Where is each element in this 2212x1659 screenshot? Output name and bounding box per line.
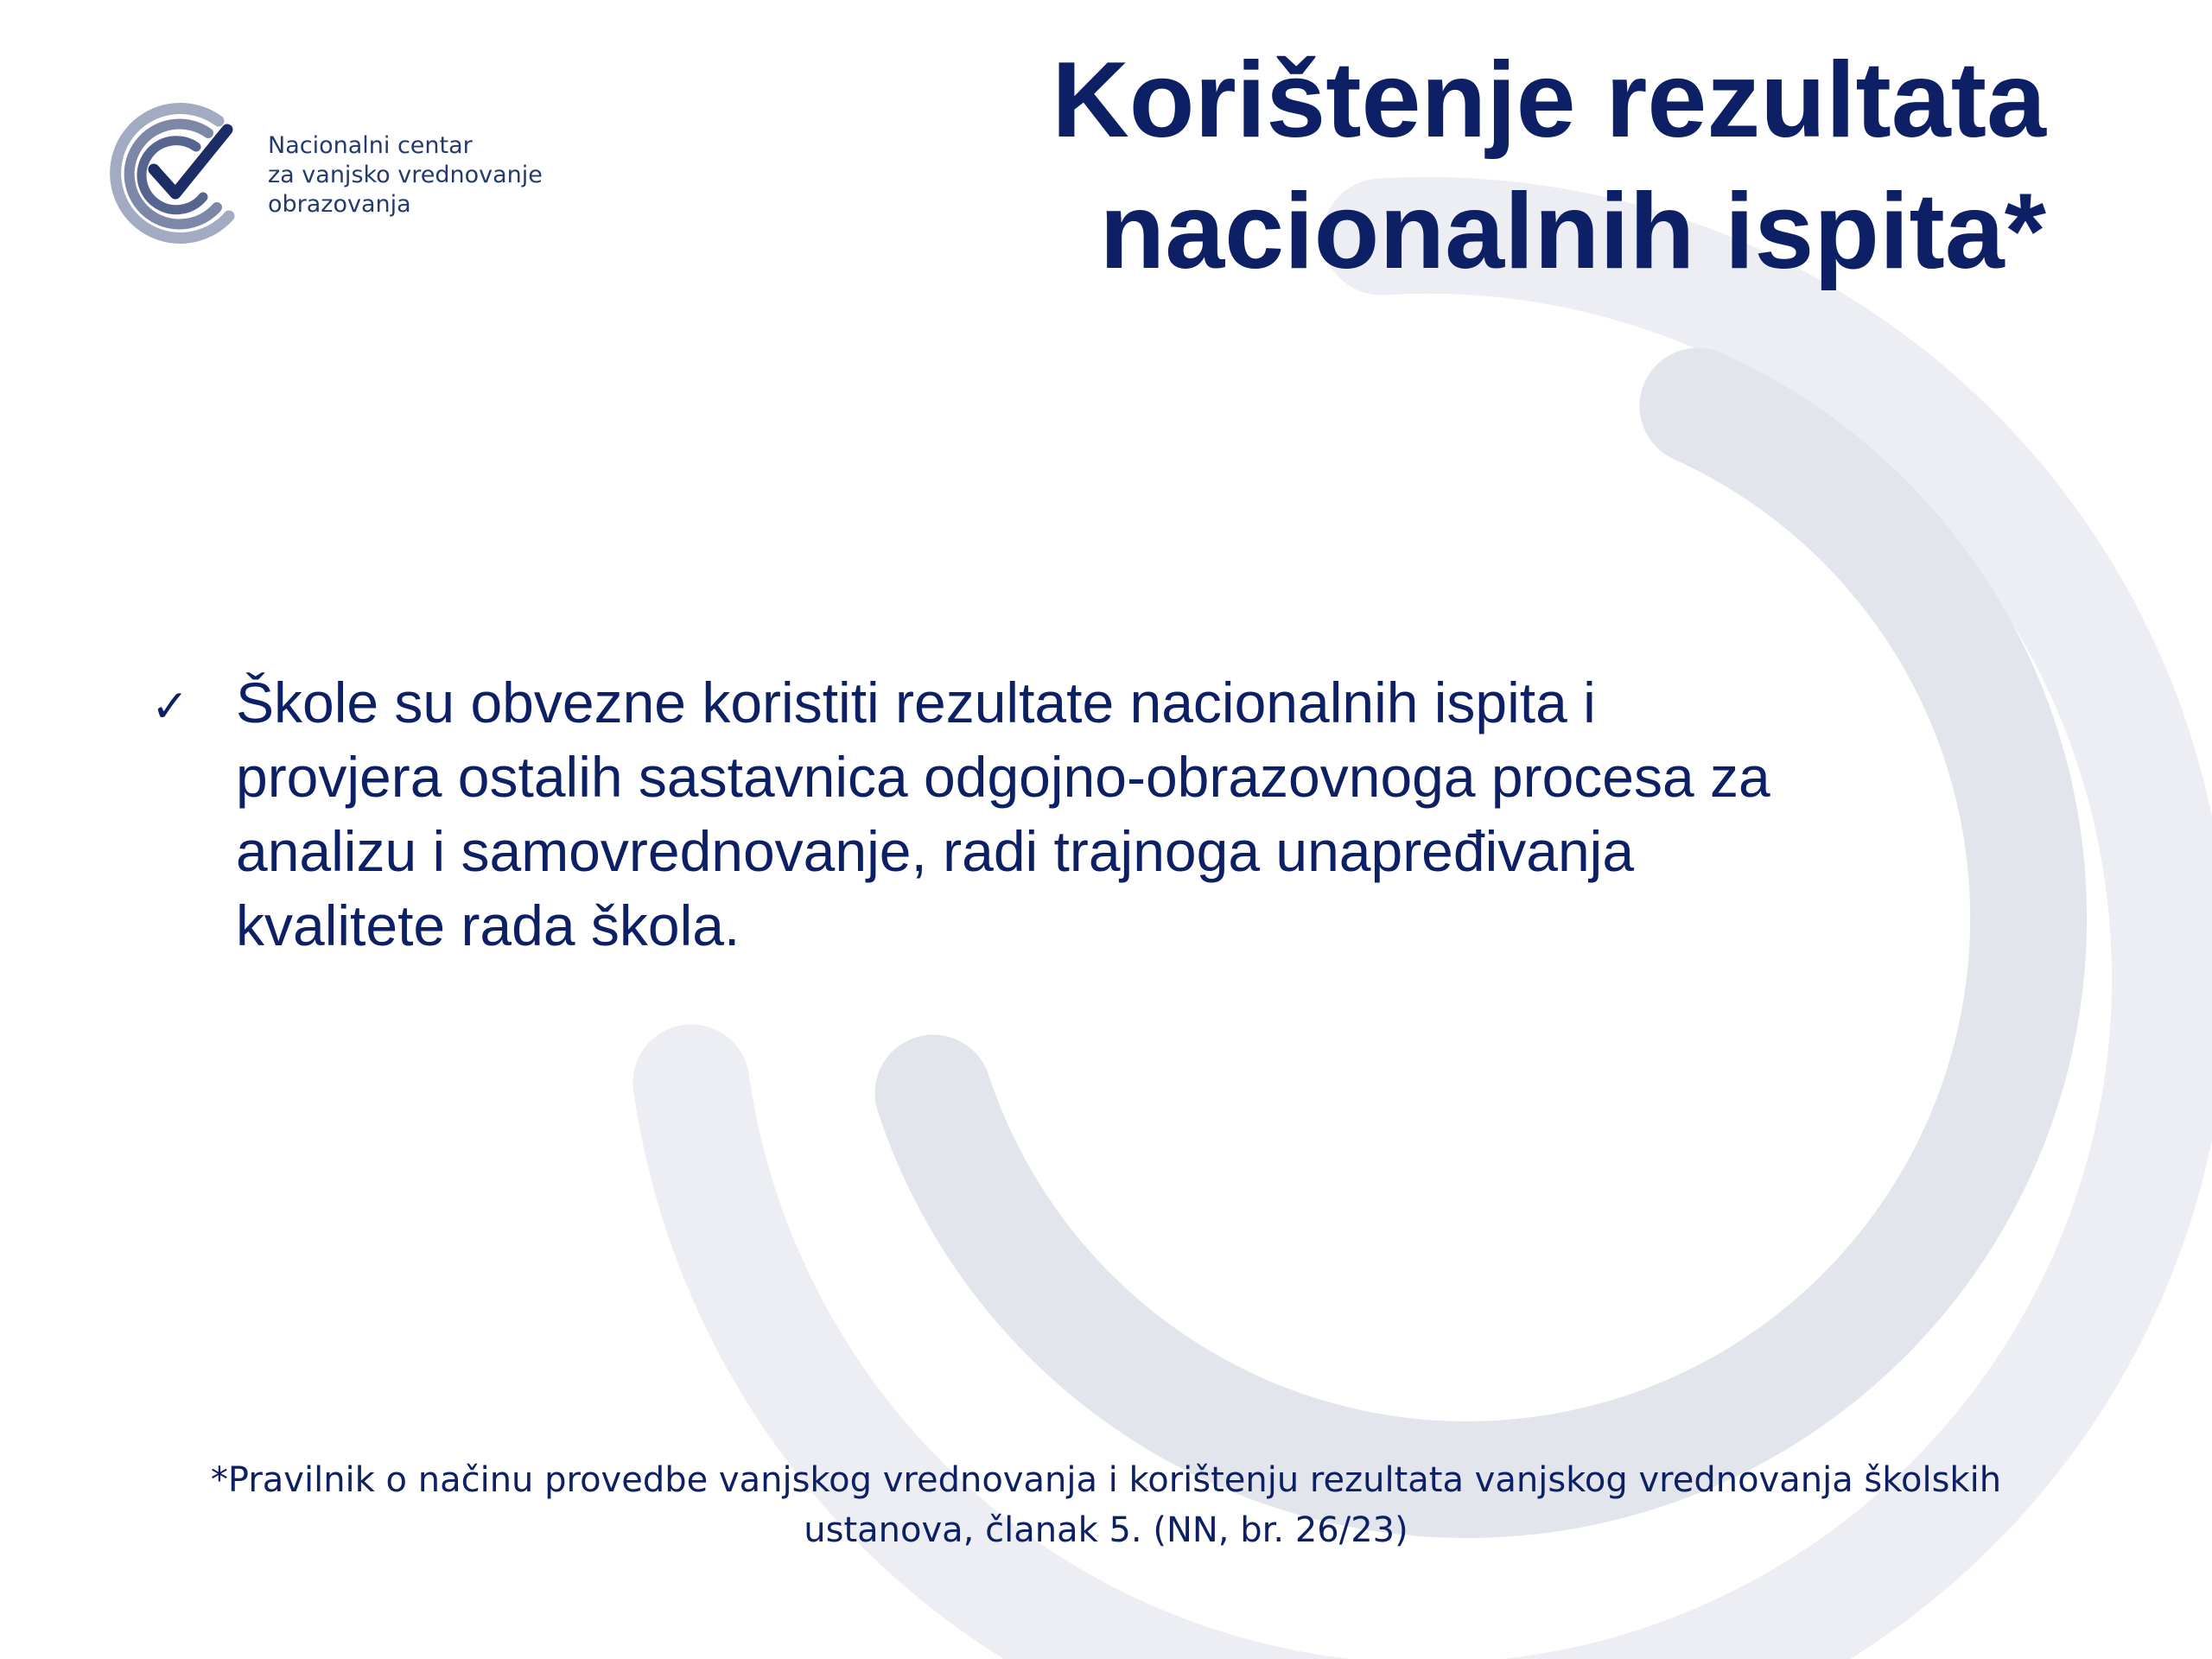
slide-title (750, 35, 2046, 297)
logo-text-line: Nacionalni centar (268, 132, 473, 159)
bullet-text-line: kvalitete rada škola. (236, 893, 741, 957)
footnote-line: ustanova, članak 5. (NN, br. 26/23) (804, 1510, 1408, 1550)
checkmark-icon: ✓ (151, 681, 189, 733)
slide-title-line: Korištenje rezultata (1052, 41, 2046, 160)
footnote-line: *Pravilnik o načinu provedbe vanjskog vrednovanja i korištenju rezultata vanjskog vrednovanja školskih (210, 1460, 2002, 1500)
bullet-text-line: analizu i samovrednovanje, radi trajnoga unapređivanja (236, 819, 1635, 883)
bullet-text-line: Škole su obvezne koristiti rezultate nacionalnih ispita i (236, 671, 1596, 734)
slide-title-line: nacionalnih ispita* (1099, 172, 2046, 291)
footnote (173, 1455, 2039, 1555)
bullet-text-line: provjera ostalih sastavnica odgojno-obrazovnoga procesa za (236, 745, 1770, 809)
organization-logo (99, 97, 566, 252)
checkmark-circle-logo-icon (99, 97, 251, 248)
bullet-text (236, 665, 2033, 963)
logo-text-line: obrazovanja (268, 191, 411, 218)
logo-text (268, 131, 648, 219)
logo-text-line: za vanjsko vrednovanje (268, 162, 543, 188)
